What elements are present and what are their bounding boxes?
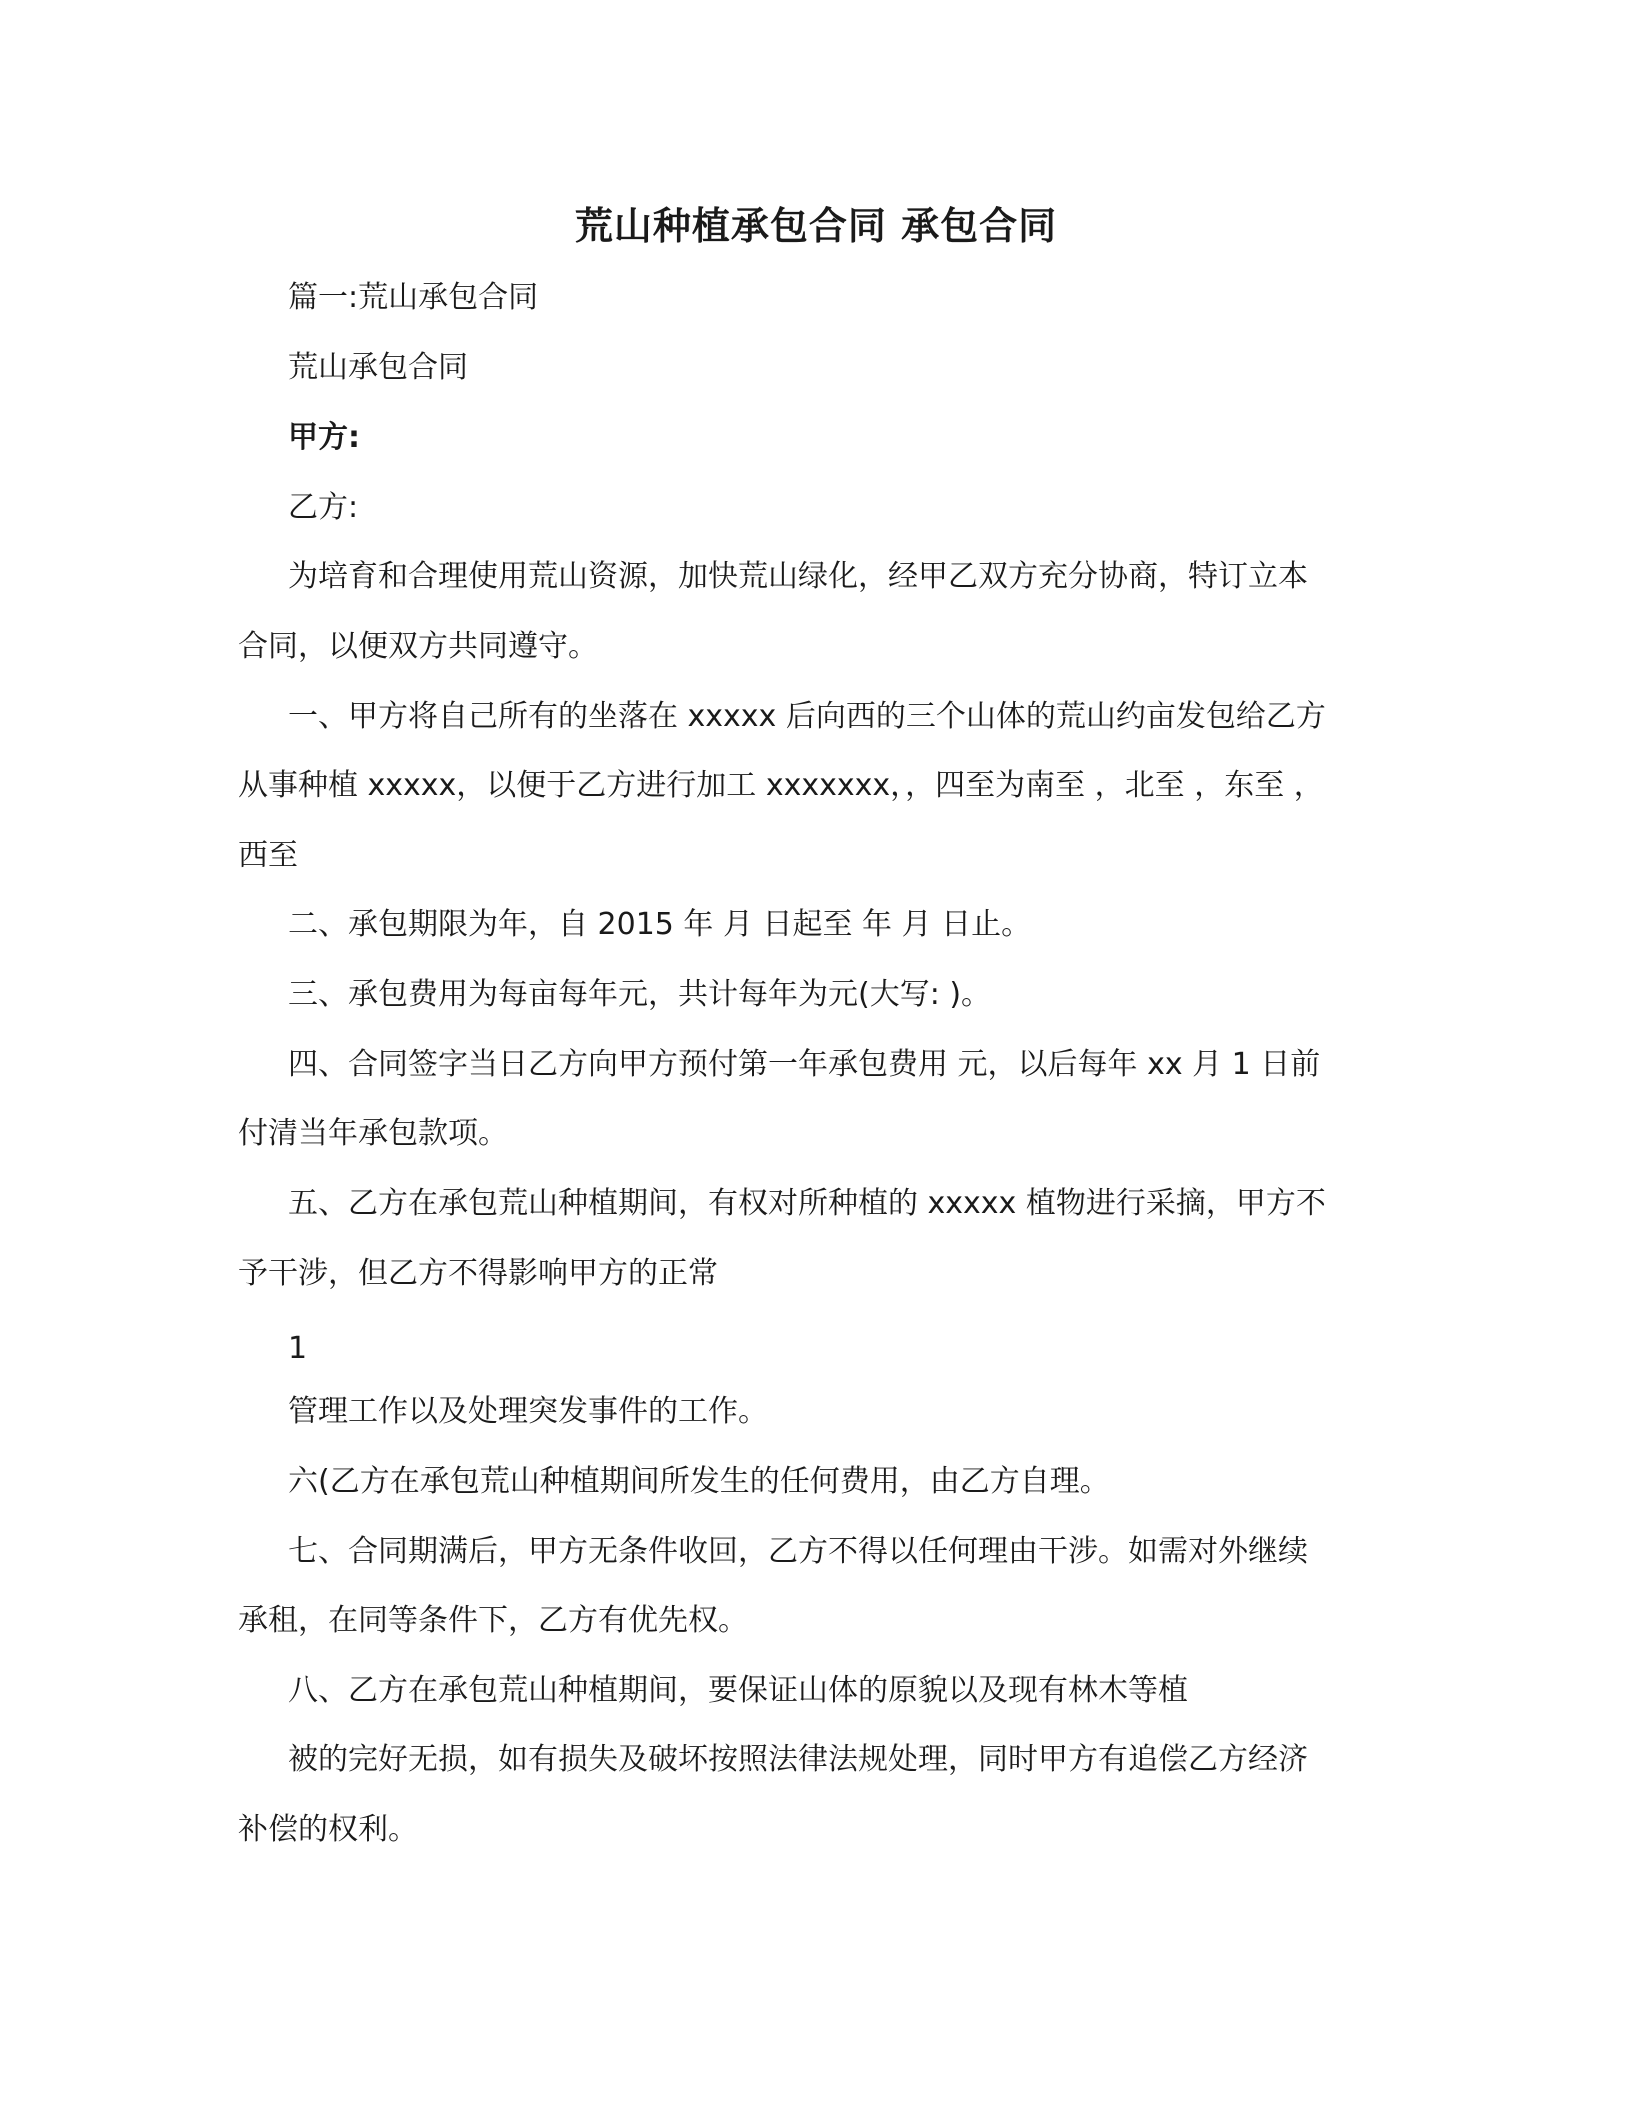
party-b-label: 乙方:: [288, 490, 359, 525]
contract-subtitle: 荒山承包合同: [288, 350, 468, 385]
clause-8-line: 被的完好无损，如有损失及破坏按照法律法规处理，同时甲方有追偿乙方经济: [288, 1742, 1308, 1777]
clause-5-line: 管理工作以及处理突发事件的工作。: [288, 1394, 768, 1429]
preamble-line: 合同，以便双方共同遵守。: [238, 629, 598, 664]
clause-5-line: 五、乙方在承包荒山种植期间，有权对所种植的 xxxxx 植物进行采摘，甲方不: [288, 1186, 1326, 1221]
preamble-line: 为培育和合理使用荒山资源，加快荒山绿化，经甲乙双方充分协商，特订立本: [288, 559, 1308, 594]
clause-7-line: 七、合同期满后，甲方无条件收回，乙方不得以任何理由干涉。如需对外继续: [288, 1534, 1308, 1569]
clause-7-line: 承租，在同等条件下，乙方有优先权。: [238, 1603, 748, 1638]
clause-4-line: 四、合同签字当日乙方向甲方预付第一年承包费用 元，以后每年 xx 月 1 日前: [288, 1047, 1321, 1082]
clause-6-line: 六(乙方在承包荒山种植期间所发生的任何费用，由乙方自理。: [288, 1464, 1110, 1499]
clause-1-line: 西至: [238, 838, 298, 873]
section-heading: 篇一:荒山承包合同: [288, 280, 539, 315]
clause-1-line: 一、甲方将自己所有的坐落在 xxxxx 后向西的三个山体的荒山约亩发包给乙方: [288, 699, 1326, 734]
clause-8-line: 八、乙方在承包荒山种植期间，要保证山体的原貌以及现有林木等植: [288, 1673, 1188, 1708]
page-number: 1: [288, 1331, 308, 1366]
document-title: 荒山种植承包合同 承包合同: [574, 204, 1058, 248]
clause-2-line: 二、承包期限为年，自 2015 年 月 日起至 年 月 日止。: [288, 907, 1032, 942]
clause-5-line: 予干涉，但乙方不得影响甲方的正常: [238, 1256, 718, 1291]
clause-4-line: 付清当年承包款项。: [238, 1116, 508, 1151]
clause-8-line: 补偿的权利。: [238, 1812, 418, 1847]
clause-1-line: 从事种植 xxxxx，以便于乙方进行加工 xxxxxxx，，四至为南至 ，北至 ，东至 ，: [238, 768, 1324, 803]
clause-3-line: 三、承包费用为每亩每年元，共计每年为元(大写: )。: [288, 977, 992, 1012]
party-a-label: 甲方:: [288, 420, 360, 455]
